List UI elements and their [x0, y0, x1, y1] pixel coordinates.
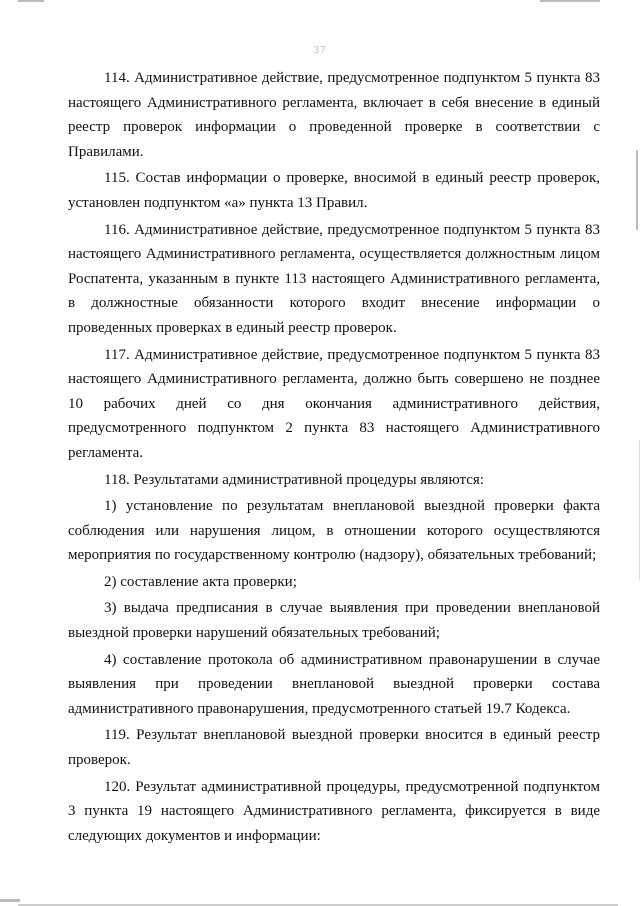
- paragraph-120: 120. Результат административной процедуры, предусмотренной подпунктом 3 пункта 19 настоящего Административного регламента, фиксируется в виде следующих документов и информации:: [68, 778, 600, 844]
- scan-edge-mark: [0, 899, 20, 902]
- paragraph-114: 114. Административное действие, предусмотренное подпунктом 5 пункта 83 настоящего Административного регламента, включает в себя внесение в единый реестр проверок информации о проведенной проверке в соответствии с Правилами.: [68, 70, 600, 160]
- list-item-4: 4) составление протокола об административном правонарушении в случае выявления при проведении внеплановой выездной проверки состава административного правонарушения, предусмотренного статьей 19.7 Кодекса.: [68, 651, 600, 717]
- list-item-1: 1) установление по результатам внеплановой выездной проверки факта соблюдения или нарушения лицом, в отношении которого осуществляются мероприятия по государственному контролю (надзору), обязательных требований;: [68, 498, 600, 564]
- scan-edge-mark: [636, 150, 638, 230]
- scan-edge-mark: [540, 0, 600, 2]
- paragraph-118: 118. Результатами административной процедуры являются:: [104, 471, 484, 488]
- paragraph-116: 116. Административное действие, предусмотренное подпунктом 5 пункта 83 настоящего Административного регламента, осуществляется должностным лицом Роспатента, указанным в пункте 113 настоящего Административного регламента, в должностные обязанности которого входит внесение информации о проведенных проверках в единый реестр проверок.: [68, 221, 600, 336]
- list-item-3: 3) выдача предписания в случае выявления при проведении внеплановой выездной проверки нарушений обязательных требований;: [68, 600, 600, 642]
- scan-edge-mark: [18, 0, 44, 2]
- page-number: 37: [313, 44, 327, 56]
- paragraph-119: 119. Результат внеплановой выездной проверки вносится в единый реестр проверок.: [68, 727, 600, 769]
- list-item-2: 2) составление акта проверки;: [104, 573, 297, 590]
- paragraph-117: 117. Административное действие, предусмотренное подпунктом 5 пункта 83 настоящего Административного регламента, должно быть совершено не позднее 10 рабочих дней со дня окончания административного действия, предусмотренного подпунктом 2 пункта 83 настоящего Административного регламента.: [68, 346, 600, 461]
- document-body: [68, 66, 600, 849]
- paragraph-115: 115. Состав информации о проверке, вносимой в единый реестр проверок, установлен подпунктом «а» пункта 13 Правил.: [68, 170, 600, 211]
